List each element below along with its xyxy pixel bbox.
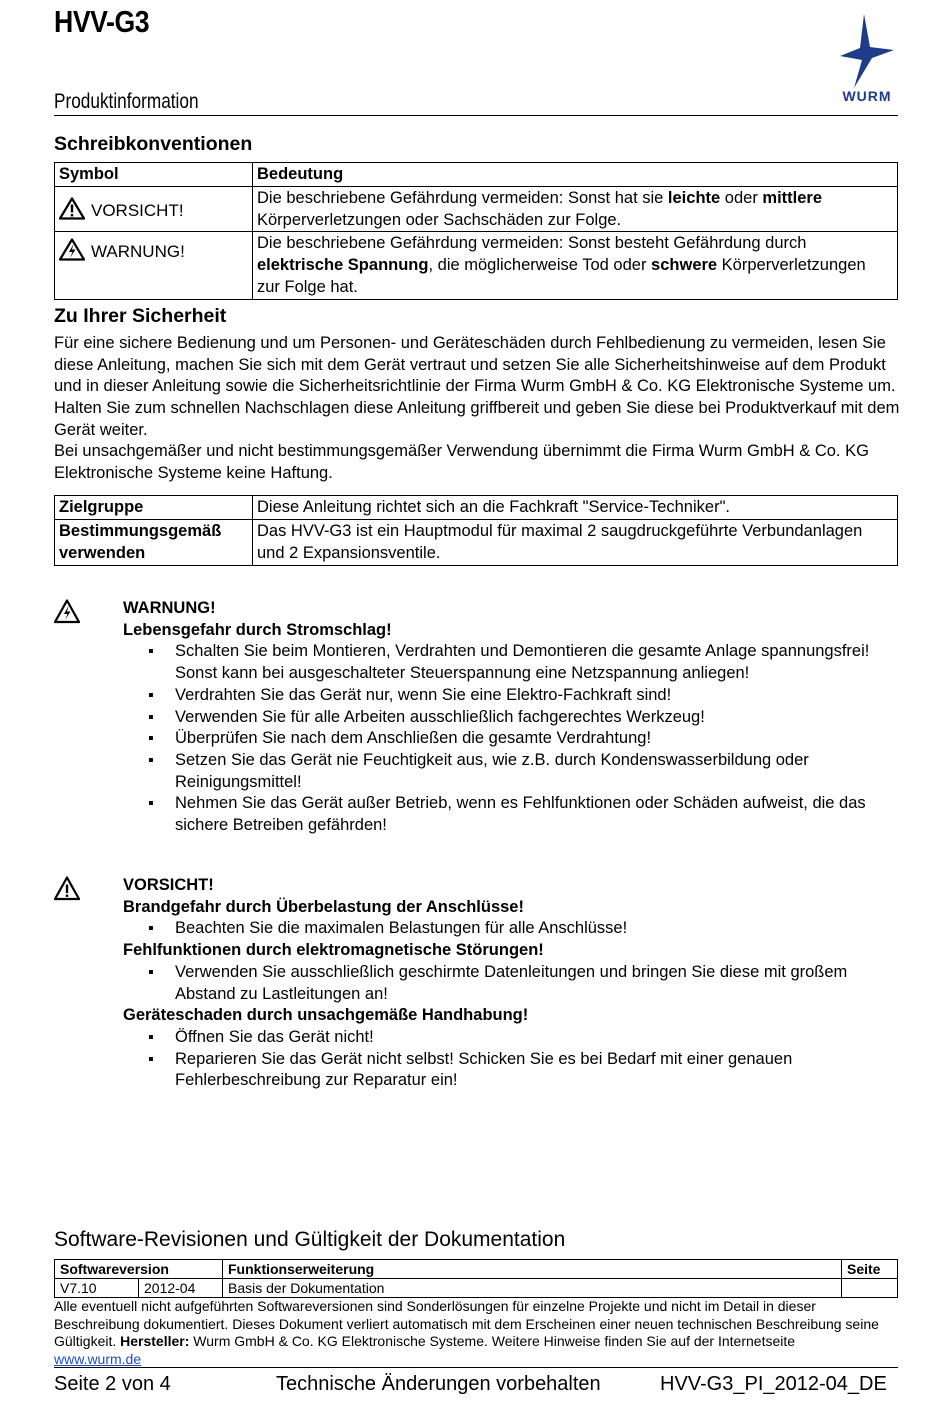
list-item: ▪ Nehmen Sie das Gerät außer Betrieb, wenn es Fehlfunktionen oder Schäden aufweist, die das sichere Betreiben gefährden! xyxy=(148,793,903,836)
warning-list xyxy=(148,641,903,836)
electric-warning-icon xyxy=(54,599,80,624)
caution-triangle-icon xyxy=(59,197,85,220)
footer-page-number: Seite 2 von 4 xyxy=(54,1373,171,1395)
intended-use-label: Bestimmungsgemäß verwenden xyxy=(55,520,253,566)
caution-group-title: Fehlfunktionen durch elektromagnetische Störungen! xyxy=(123,941,544,960)
meaning-caution-cell xyxy=(253,187,898,232)
caution-block xyxy=(123,875,903,1092)
caution-list xyxy=(148,1027,903,1092)
intended-use-value: Das HVV-G3 ist ein Hauptmodul für maximal 2 saugdruckgeführte Verbundanlagen und 2 Expansionsventile. xyxy=(253,520,898,566)
text-part: Die beschriebene Gefährdung vermeiden: Sonst besteht Gefährdung durch xyxy=(257,234,807,253)
version-cell: V7.10 xyxy=(55,1279,139,1298)
liability-paragraph: Bei unsachgemäßer und nicht bestimmungsgemäßer Verwendung übernimmt die Firma Wurm GmbH & Co. KG Elektronische Systeme keine Haftung. xyxy=(54,442,869,482)
feature-cell: Basis der Dokumentation xyxy=(223,1279,842,1298)
revisions-table xyxy=(54,1259,898,1298)
list-item: ▪ Verdrahten Sie das Gerät nur, wenn Sie eine Elektro-Fachkraft sind! xyxy=(148,685,903,707)
symbol-caution-cell xyxy=(55,187,253,232)
table-row xyxy=(55,1279,898,1298)
list-item: ▪ Setzen Sie das Gerät nie Feuchtigkeit aus, wie z.B. durch Kondenswasserbildung oder Reinigungsmittel! xyxy=(148,750,903,793)
warning-title: Lebensgefahr durch Stromschlag! xyxy=(123,620,392,639)
document-title: HVV-G3 xyxy=(54,4,150,39)
footer-divider xyxy=(54,1367,898,1368)
revisions-heading-text: Software-Revisionen und Gültigkeit der Dokumentation xyxy=(54,1228,566,1251)
electric-warning-triangle-icon xyxy=(59,238,85,261)
caution-group-title: Brandgefahr durch Überbelastung der Anschlüsse! xyxy=(123,897,524,916)
electric-warning-block xyxy=(123,598,903,837)
caution-list xyxy=(148,962,903,1005)
text-part: Körperverletzungen zur Folge hat. xyxy=(257,256,866,296)
conventions-table xyxy=(54,162,898,300)
caution-list xyxy=(148,918,903,940)
col-feature-header: Funktionserweiterung xyxy=(223,1260,842,1279)
note-manufacturer-label: Hersteller: xyxy=(120,1333,190,1349)
list-item: ▪ Öffnen Sie das Gerät nicht! xyxy=(148,1027,903,1049)
revisions-heading xyxy=(54,1227,565,1253)
conventions-heading: Schreibkonventionen xyxy=(54,133,253,155)
list-item: ▪ Schalten Sie beim Montieren, Verdrahten und Demontieren die gesamte Anlage spannungsfrei! Sonst kann bei ausgeschalteter Steuerspannung eine Netzspannung anliegen! xyxy=(148,641,903,684)
footer-note: Technische Änderungen vorbehalten xyxy=(276,1373,601,1395)
warning-label: WARNUNG! xyxy=(123,599,216,617)
target-group-value: Diese Anleitung richtet sich an die Fachkraft "Service-Techniker". xyxy=(253,496,898,520)
list-item: ▪ Überprüfen Sie nach dem Anschließen die gesamte Verdrahtung! xyxy=(148,728,903,750)
meaning-warning-cell xyxy=(253,232,898,299)
note-text: Wurm GmbH & Co. KG Elektronische Systeme. Weitere Hinweise finden Sie auf der Internetseite xyxy=(189,1333,796,1349)
text-bold: leichte xyxy=(667,189,721,207)
safety-heading: Zu Ihrer Sicherheit xyxy=(54,305,227,327)
safety-paragraph: Für eine sichere Bedienung und um Personen- und Geräteschäden durch Fehlbedienung zu vermeiden, lesen Sie diese Anleitung, machen Sie sich mit dem Gerät vertraut und setzen Sie alle Sicherheitshinweise auf dem Produkt und in dieser Anleitung sowie die Sicherheitsrichtlinie der Firma Wurm GmbH & Co. KG Elektronische Systeme um. Halten Sie zum schnellen Nachschlagen diese Anleitung griffbereit und geben Sie diese bei Produktverkauf mit dem Gerät weiter. xyxy=(54,334,900,439)
list-item: ▪ Beachten Sie die maximalen Belastungen für alle Anschlüsse! xyxy=(148,918,903,940)
col-symbol-header: Symbol xyxy=(55,163,253,187)
list-item: ▪ Reparieren Sie das Gerät nicht selbst! Schicken Sie es bei Bedarf mit einer genauen Fehlerbeschreibung zur Reparatur ein! xyxy=(148,1049,903,1092)
date-cell: 2012-04 xyxy=(139,1279,223,1298)
list-item: ▪ Verwenden Sie für alle Arbeiten ausschließlich fachgerechtes Werkzeug! xyxy=(148,707,903,729)
col-version-header: Softwareversion xyxy=(55,1260,223,1279)
symbol-warning-label: WARNUNG! xyxy=(91,242,185,262)
footer-doc-id: HVV-G3_PI_2012-04_DE xyxy=(660,1373,887,1395)
text-part: Die beschriebene Gefährdung vermeiden: Sonst hat sie xyxy=(257,189,668,207)
text-part: , die möglicherweise Tod oder xyxy=(428,256,652,275)
website-link[interactable]: www.wurm.de xyxy=(54,1350,142,1367)
logo-text: WURM xyxy=(842,88,892,104)
caution-group-title: Geräteschaden durch unsachgemäße Handhabung! xyxy=(123,1006,529,1025)
text-part: oder xyxy=(720,189,763,207)
note-text: Alle eventuell nicht aufgeführten Softwareversionen sind Sonderlösungen für einzelne Projekte und nicht im Detail in dieser Beschreibung dokumentiert. Dieses Dokument verliert automatisch mit dem Erscheinen einer neuen technischen Beschreibung seine Gültigkeit. xyxy=(54,1298,879,1349)
text-bold: schwere xyxy=(651,256,718,275)
symbol-warning-cell xyxy=(55,232,253,299)
document-subtitle: Produktinformation xyxy=(54,90,199,113)
text-bold: elektrische Spannung xyxy=(257,256,429,275)
info-table xyxy=(54,495,898,566)
symbol-caution-label: VORSICHT! xyxy=(91,201,184,221)
target-group-label: Zielgruppe xyxy=(55,496,253,520)
text-part: Körperverletzungen oder Sachschäden zur Folge. xyxy=(257,210,622,229)
revisions-note xyxy=(54,1298,900,1368)
list-item: ▪ Verwenden Sie ausschließlich geschirmte Datenleitungen und bringen Sie diese mit großem Abstand zu Lastleitungen an! xyxy=(148,962,903,1005)
col-meaning-header: Bedeutung xyxy=(253,163,898,187)
caution-icon xyxy=(54,876,80,901)
page-cell xyxy=(842,1279,898,1298)
header-divider xyxy=(54,115,898,116)
caution-label: VORSICHT! xyxy=(123,876,214,894)
text-bold: mittlere xyxy=(762,189,823,207)
col-page-header: Seite xyxy=(842,1260,898,1279)
